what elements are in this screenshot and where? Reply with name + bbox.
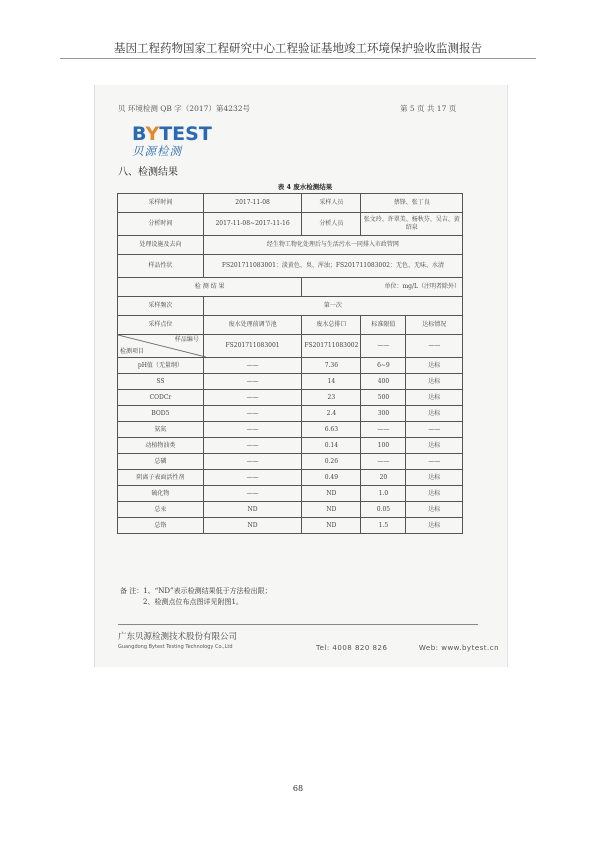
- test-item: 总铬: [118, 518, 204, 534]
- value-outlet: 7.36: [302, 358, 361, 374]
- compliance-result: 达标: [406, 470, 463, 486]
- value-outlet: 23: [302, 390, 361, 406]
- standard-limit: 100: [361, 438, 406, 454]
- table-row: [118, 438, 463, 454]
- table-row: [118, 406, 463, 422]
- compliance-result: 达标: [406, 486, 463, 502]
- table-row: [118, 502, 463, 518]
- bytest-logo: [132, 124, 212, 158]
- table-row: [118, 213, 463, 236]
- sample-no-1: FS201711083001: [203, 335, 302, 358]
- table-row: [118, 470, 463, 486]
- test-item: 动植物油类: [118, 438, 204, 454]
- table-row: [118, 255, 463, 278]
- running-header: 基因工程药物国家工程研究中心工程验证基地竣工环境保护验收监测报告: [114, 41, 482, 55]
- table-row: [118, 390, 463, 406]
- sample-no-label: 样品编号: [174, 336, 199, 343]
- frequency-label: 采样频次: [118, 297, 204, 316]
- value-inlet: ——: [203, 358, 302, 374]
- value-inlet: ——: [203, 454, 302, 470]
- company-name-en: Guangdong Bytest Testing Technology Co.,Ltd: [118, 644, 233, 650]
- compliance-result: 达标: [406, 358, 463, 374]
- footer-rule: [118, 624, 478, 625]
- note-line: 备 注：1、“ND”表示检测结果低于方法检出限；: [120, 587, 272, 595]
- test-item: CODCr: [118, 390, 204, 406]
- test-item: 硫化物: [118, 486, 204, 502]
- table-caption: 表 4 废水检测结果: [277, 183, 333, 191]
- point-label: 采样点位: [118, 316, 204, 335]
- analyst: 张文玲、许翠美、杨秋芬、吴吉、黄绍泉: [361, 213, 463, 236]
- section-title: 八、检测结果: [118, 167, 178, 178]
- value-outlet: ND: [302, 486, 361, 502]
- analysis-time-label: 分析时间: [118, 213, 204, 236]
- sampling-time-label: 采样时间: [118, 194, 204, 213]
- test-item: 阴离子表面活性剂: [118, 470, 204, 486]
- test-item: 总磷: [118, 454, 204, 470]
- table-notes: [120, 586, 272, 608]
- sample-no-2: FS201711083002: [302, 335, 361, 358]
- facility: 经生物工物化处理后与生活污水一同排入市政管网: [203, 236, 462, 255]
- compliance-result: ——: [406, 422, 463, 438]
- point-2: 废水总排口: [302, 316, 361, 335]
- value-inlet: ——: [203, 438, 302, 454]
- frequency: 第一次: [203, 297, 462, 316]
- compliance-result: 达标: [406, 518, 463, 534]
- table-row: [118, 374, 463, 390]
- unit-label: 单位：mg/L（注明者除外）: [302, 278, 463, 297]
- value-outlet: 6.63: [302, 422, 361, 438]
- table-row: [118, 454, 463, 470]
- table-data-rows: [118, 358, 463, 534]
- compliance-result: 达标: [406, 390, 463, 406]
- table-row: [118, 335, 463, 358]
- value-inlet: ——: [203, 470, 302, 486]
- header-rule: [60, 58, 536, 59]
- report-number: 贝 环境检测 QB 字（2017）第4232号: [118, 104, 250, 113]
- page-number: 68: [292, 784, 304, 793]
- sample-no-comp: ——: [406, 335, 463, 358]
- compliance-label: 达标情况: [406, 316, 463, 335]
- value-outlet: 14: [302, 374, 361, 390]
- company-name-cn: 广东贝源检测技术股份有限公司: [118, 632, 238, 642]
- value-outlet: 2.4: [302, 406, 361, 422]
- value-outlet: 0.49: [302, 470, 361, 486]
- test-item: pH值（无量纲）: [118, 358, 204, 374]
- standard-limit: ——: [361, 422, 406, 438]
- standard-limit: 400: [361, 374, 406, 390]
- logo-text-en: BYTEST: [132, 123, 212, 145]
- compliance-result: 达标: [406, 406, 463, 422]
- compliance-result: 达标: [406, 438, 463, 454]
- sampling-time: 2017-11-08: [203, 194, 302, 213]
- note-line: 2、检测点位布点图详见附图1。: [143, 598, 243, 606]
- table-row: [118, 422, 463, 438]
- table-row: [118, 236, 463, 255]
- logo-text-cn: 贝源检测: [132, 144, 182, 158]
- contact-web: Web: www.bytest.cn: [418, 644, 500, 652]
- standard-limit: 1.5: [361, 518, 406, 534]
- test-item: SS: [118, 374, 204, 390]
- facility-label: 处理设施及去向: [118, 236, 204, 255]
- contact-info: [316, 644, 499, 652]
- standard-limit: 500: [361, 390, 406, 406]
- compliance-result: 达标: [406, 502, 463, 518]
- compliance-result: 达标: [406, 374, 463, 390]
- page-of: 第 5 页 共 17 页: [400, 104, 457, 113]
- item-label: 检测项目: [120, 348, 145, 355]
- value-inlet: ——: [203, 486, 302, 502]
- test-item: 总汞: [118, 502, 204, 518]
- table-row: [118, 358, 463, 374]
- standard-limit: 1.0: [361, 486, 406, 502]
- value-outlet: ND: [302, 518, 361, 534]
- standard-limit: 20: [361, 470, 406, 486]
- value-outlet: 0.26: [302, 454, 361, 470]
- value-inlet: ——: [203, 422, 302, 438]
- value-inlet: ND: [203, 518, 302, 534]
- standard-limit: 300: [361, 406, 406, 422]
- value-outlet: ND: [302, 502, 361, 518]
- analysis-time: 2017-11-08~2017-11-16: [203, 213, 302, 236]
- diagonal-header-cell: [118, 335, 204, 358]
- value-inlet: ——: [203, 406, 302, 422]
- compliance-result: ——: [406, 454, 463, 470]
- value-inlet: ——: [203, 390, 302, 406]
- sampler-label: 采样人员: [302, 194, 361, 213]
- table-row: [118, 316, 463, 335]
- contact-tel: Tel: 4008 820 826: [316, 644, 388, 652]
- table-row: [118, 278, 463, 297]
- test-item: 氨氮: [118, 422, 204, 438]
- sample-no-std: ——: [361, 335, 406, 358]
- value-inlet: ND: [203, 502, 302, 518]
- value-inlet: ——: [203, 374, 302, 390]
- wastewater-results-table: [117, 193, 463, 534]
- standard-limit: 0.05: [361, 502, 406, 518]
- point-1: 废水处理前调节池: [203, 316, 302, 335]
- standard-label: 标准限值: [361, 316, 406, 335]
- sample-traits: FS201711083001：淡黄色、臭、浑浊；FS201711083002：无色、无味、水清: [203, 255, 462, 278]
- table-row: [118, 194, 463, 213]
- table-row: [118, 297, 463, 316]
- table-row: [118, 486, 463, 502]
- standard-limit: 6~9: [361, 358, 406, 374]
- analyst-label: 分析人员: [302, 213, 361, 236]
- test-item: BOD5: [118, 406, 204, 422]
- value-outlet: 0.14: [302, 438, 361, 454]
- table-row: [118, 518, 463, 534]
- standard-limit: ——: [361, 454, 406, 470]
- sample-traits-label: 样品性状: [118, 255, 204, 278]
- results-label: 检 测 结 果: [118, 278, 302, 297]
- sampler: 蔡锋、张丁良: [361, 194, 463, 213]
